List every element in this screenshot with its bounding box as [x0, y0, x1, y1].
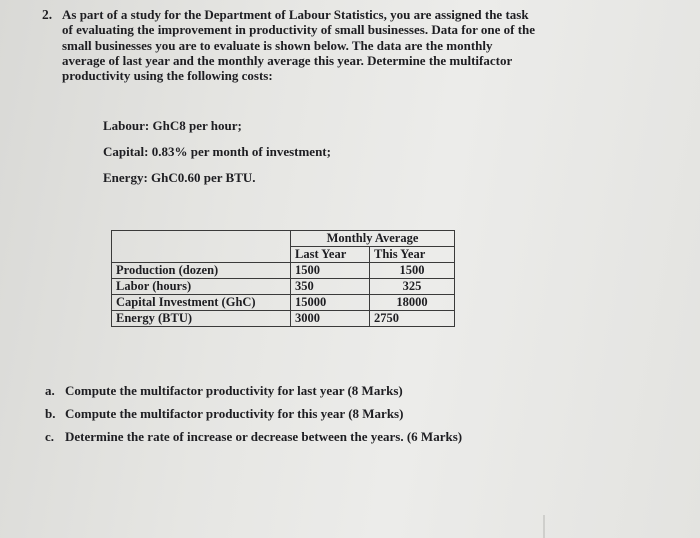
cost-list [103, 118, 331, 196]
sub-question-letter: a. [45, 383, 55, 398]
sub-question-letter: c. [45, 429, 55, 444]
paper-edge-mark [543, 515, 545, 538]
question-text [62, 7, 582, 83]
last-year-value: 3000 [291, 311, 370, 327]
question-line: of evaluating the improvement in productivity of small businesses. Data for one of the [62, 22, 536, 38]
last-year-value: 350 [291, 279, 370, 295]
this-year-value: 1500 [370, 263, 455, 279]
question-number: 2. [42, 7, 53, 22]
sub-question-list [45, 383, 462, 452]
sub-question-text: Compute the multifactor productivity for last year (8 Marks) [65, 383, 403, 398]
this-year-value: 2750 [370, 311, 455, 327]
sub-question-text: Compute the multifactor productivity for this year (8 Marks) [65, 406, 404, 421]
question-line: small businesses you are to evaluate is shown below. The data are the monthly [62, 37, 493, 53]
question-line: average of last year and the monthly average this year. Determine the multifactor [62, 52, 513, 68]
table-row [112, 295, 455, 311]
question-line: productivity using the following costs: [62, 68, 273, 84]
table-subheader-row [112, 247, 455, 263]
table-row [112, 279, 455, 295]
this-year-value: 325 [370, 279, 455, 295]
energy-cost: Energy: GhC0.60 per BTU. [103, 170, 256, 185]
row-label: Capital Investment (GhC) [112, 295, 291, 311]
this-year-value: 18000 [370, 295, 455, 311]
sub-question-a [45, 383, 462, 399]
capital-cost: Capital: 0.83% per month of investment; [103, 144, 331, 159]
this-year-header: This Year [370, 247, 455, 263]
table-header-row [112, 231, 455, 247]
last-year-value: 15000 [291, 295, 370, 311]
table-row [112, 263, 455, 279]
question-line: As part of a study for the Department of Labour Statistics, you are assigned the task [62, 7, 529, 22]
row-label: Labor (hours) [112, 279, 291, 295]
monthly-average-header: Monthly Average [291, 231, 455, 247]
table-row [112, 311, 455, 327]
empty-header-cell [112, 231, 291, 247]
row-label: Production (dozen) [112, 263, 291, 279]
productivity-table [111, 230, 455, 327]
sub-question-c [45, 429, 462, 445]
empty-header-cell [112, 247, 291, 263]
row-label: Energy (BTU) [112, 311, 291, 327]
sub-question-text: Determine the rate of increase or decrease between the years. (6 Marks) [65, 429, 463, 444]
labour-cost: Labour: GhC8 per hour; [103, 118, 242, 133]
last-year-value: 1500 [291, 263, 370, 279]
sub-question-letter: b. [45, 406, 56, 421]
last-year-header: Last Year [291, 247, 370, 263]
sub-question-b [45, 406, 462, 422]
